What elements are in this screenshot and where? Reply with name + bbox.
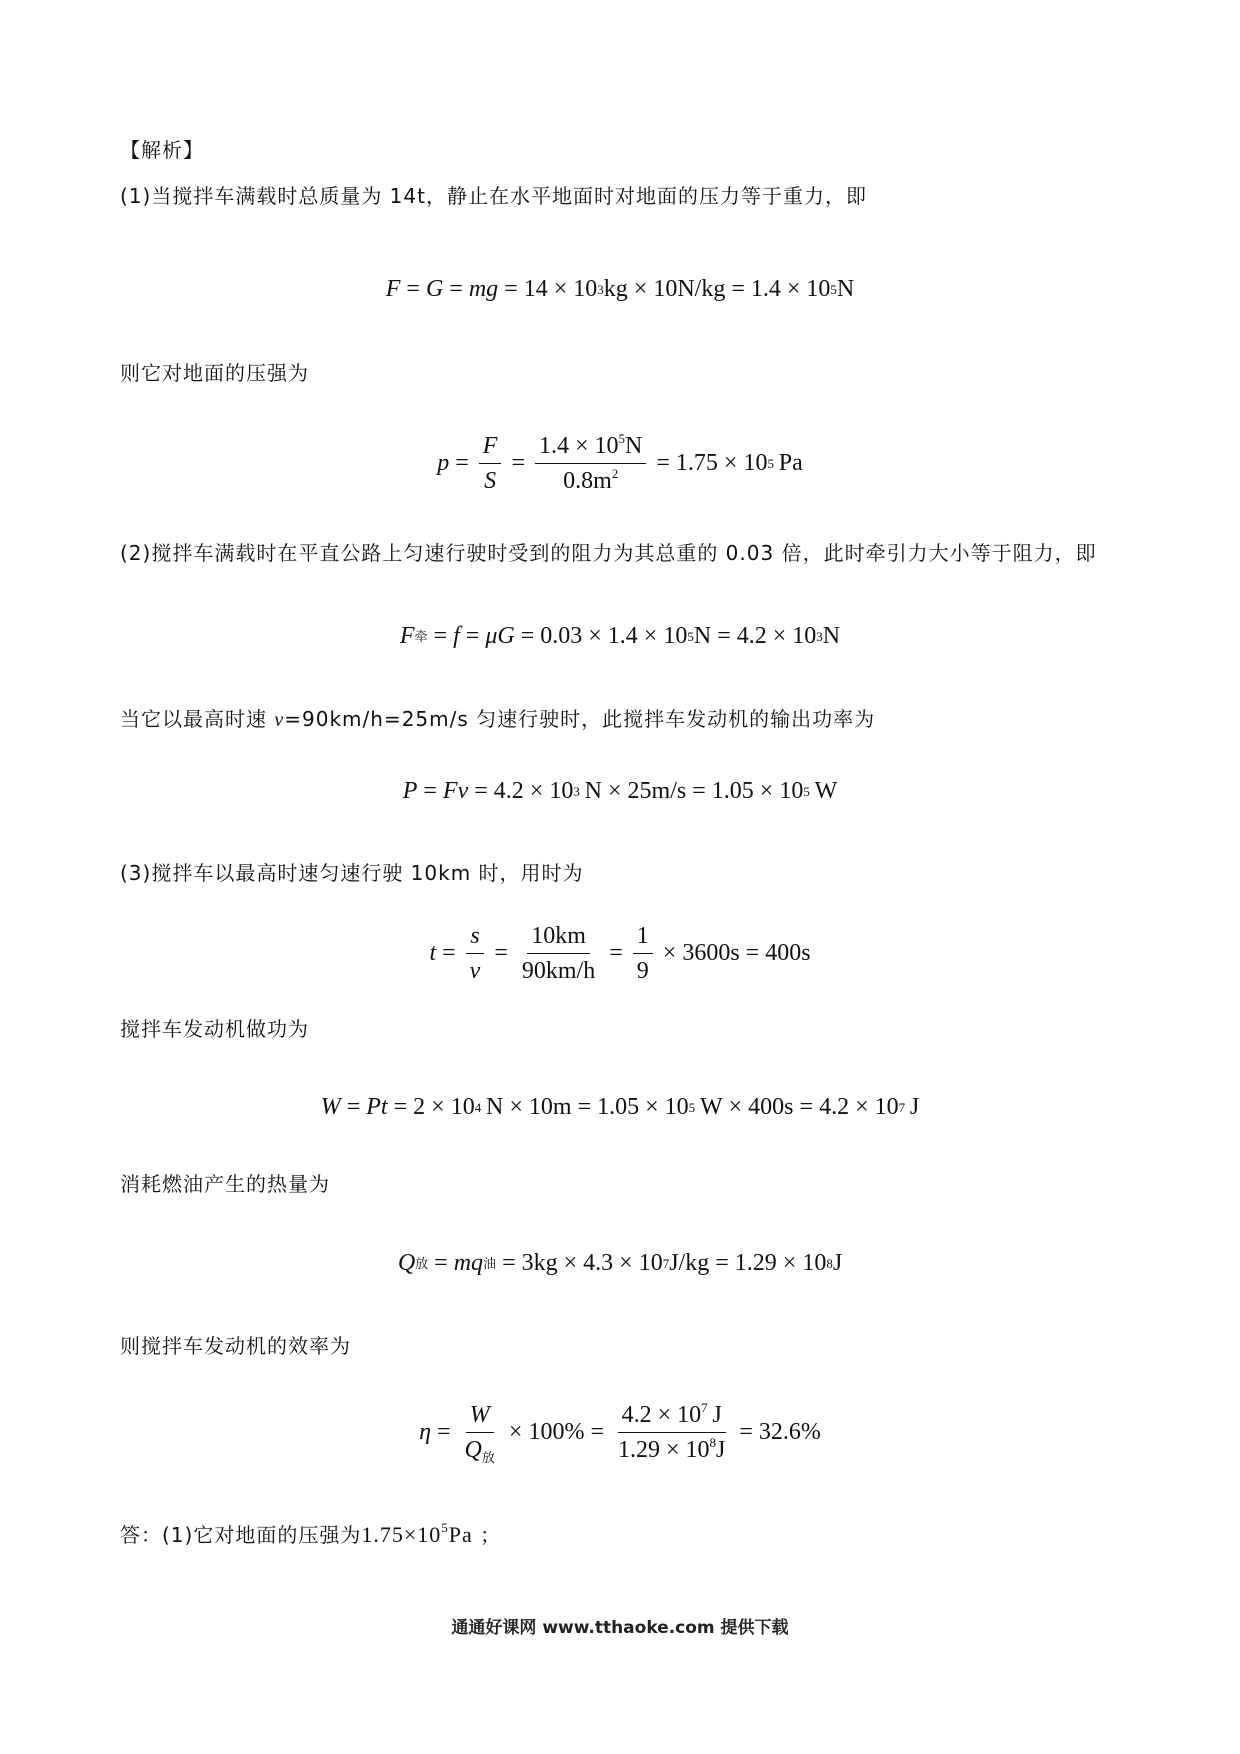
eq2-res: 1.75: [675, 450, 718, 476]
eq2-num-pow: 5: [618, 431, 626, 446]
paragraph-4-b: =90km/h=25m/s 匀速行驶时，此搅拌车发动机的输出功率为: [284, 707, 876, 731]
eq7-bunit: J/kg: [669, 1250, 710, 1276]
eq2-fden: S: [484, 468, 497, 494]
eq7-mq: mq: [453, 1250, 484, 1276]
eq8-num-a: 4.2: [621, 1402, 652, 1428]
eq8-res: 32.6%: [758, 1419, 821, 1445]
equation-pressure: p = $\frac{F}{S}$ = $\frac{1.4 \times 10^5N}{0.8m^2}$ = 1.75 × 10 5 Pa: [437, 431, 803, 494]
equation-work: W = Pt = 2 × 10 4 N × 10m = 1.05 × 10 5 W × 400s = 4.2 × 10 7 J: [320, 1094, 920, 1120]
eq6-aunit: N: [486, 1094, 504, 1120]
eq8-fraction-values: $\frac{4.2 \times 10^7 J}{1.29 \times 10^8J}$: [617, 1400, 726, 1463]
eq6-cunit: W: [699, 1094, 723, 1120]
eq2-lhs: p: [437, 450, 450, 476]
eq8-lhs: η: [419, 1419, 431, 1445]
eq3-resunit: N: [822, 623, 841, 649]
eq5-fraction-values: [518, 923, 599, 984]
eq6-c: 1.05: [597, 1094, 640, 1120]
eq5-num: 10km: [527, 923, 590, 954]
eq5-fraction-sv: [466, 923, 485, 984]
eq1-mg: mg: [468, 276, 499, 302]
eq8-pct: 100%: [528, 1419, 585, 1445]
equation-power: P = Fv = 4.2 × 10 3 N × 25m/s = 1.05 × 10 5 W: [402, 778, 838, 804]
eq5-one: 1: [633, 923, 653, 954]
paragraph-2: 则它对地面的压强为: [120, 361, 309, 385]
eq8-fraction-wq: [461, 1402, 499, 1463]
eq1-lhs: F: [385, 276, 401, 302]
paragraph-5: (3)搅拌车以最高时速匀速行驶 10km 时，用时为: [120, 861, 584, 885]
paragraph-4-a: 当它以最高时速: [120, 707, 275, 731]
eq6-pt: Pt: [366, 1094, 388, 1120]
paragraph-6: 搅拌车发动机做功为: [120, 1017, 309, 1041]
eq2-fraction-fs: [479, 433, 502, 494]
answer-line: 答：(1)它对地面的压强为$1.75\times 10^5Pa$ ；: [120, 1520, 502, 1547]
eq2-resunit: Pa: [778, 450, 803, 476]
equation-time: t = $\frac{s}{v}$ = $\frac{10km}{90km/h}$ = $\frac{1}{9}$ × 3600s = 400s: [429, 923, 811, 984]
eq6-a: 2: [413, 1094, 426, 1120]
eq7-res: 1.29: [734, 1250, 777, 1276]
eq3-b: 1.4: [607, 623, 638, 649]
eq5-res: 400s: [765, 940, 811, 966]
paragraph-8: 则搅拌车发动机的效率为: [120, 1334, 351, 1358]
equation-pressure-force: F = G = mg = 14 × 10 3 kg × 10N/kg = 1.4 × 10 5 N: [385, 276, 855, 302]
eq8-den-pow: 8: [709, 1435, 717, 1450]
eq6-resunit: J: [909, 1094, 920, 1120]
answer-pow: 5: [441, 1520, 449, 1535]
eq1-res: 1.4: [750, 276, 781, 302]
eq8-wnum: W: [466, 1402, 494, 1433]
eq8-wden: Q: [464, 1437, 482, 1463]
answer-suffix: ；: [472, 1523, 502, 1547]
eq4-aunit: N: [584, 778, 602, 804]
answer-prefix: 答：(1)它对地面的压强为: [120, 1523, 362, 1547]
paragraph-1: (1)当搅拌车满载时总质量为 14t，静止在水平地面时对地面的压力等于重力，即: [120, 184, 867, 208]
eq8-den-unit: J: [716, 1437, 726, 1463]
eq6-d: 400s: [748, 1094, 794, 1120]
equation-traction: F 牵 = f = μG = 0.03 × 1.4 × 10 5 N = 4.2 × 10 3 N: [399, 623, 841, 649]
eq3-bunit: N: [693, 623, 712, 649]
eq5-nine: 9: [636, 958, 649, 984]
eq3-f: f: [453, 623, 460, 649]
equation-heat: Q 放 = mq 油 = 3kg × 4.3 × 10 7 J/kg = 1.29 × 10 8 J: [397, 1250, 843, 1276]
eq8-den-a: 1.29: [617, 1437, 660, 1463]
eq6-res: 4.2: [819, 1094, 850, 1120]
eq1-t2: 10N/kg: [653, 276, 726, 302]
eq3-a: 0.03: [540, 623, 583, 649]
eq4-resunit: W: [814, 778, 838, 804]
eq5-lhs: t: [429, 940, 437, 966]
eq5-fraction-ninth: [633, 923, 653, 984]
paragraph-4: [120, 703, 875, 732]
page-footer: 通通好课网 www.tthaoke.com 提供下载: [451, 1618, 789, 1638]
eq2-den-pow: 2: [611, 466, 619, 481]
eq2-num-a: 1.4: [538, 433, 569, 459]
eq8-num-pow: 7: [701, 1400, 708, 1415]
eq5-den: 90km/h: [521, 958, 596, 984]
eq2-fraction-values: $\frac{1.4 \times 10^5N}{0.8m^2}$: [535, 433, 646, 494]
paragraph-3: (2)搅拌车满载时在平直公路上匀速行驶时受到的阻力为其总重的 0.03 倍，此时牵引力大小等于阻力，即: [120, 541, 1097, 565]
eq2-den: 0.8m: [563, 468, 612, 494]
eq1-g: G: [425, 276, 444, 302]
eq6-lhs: W: [320, 1094, 341, 1120]
eq2-fnum: F: [479, 433, 502, 464]
eq5-snum: s: [466, 923, 483, 954]
eq5-b: 3600s: [682, 940, 740, 966]
answer-value: 1.75: [361, 1522, 404, 1547]
eq4-a: 4.2: [493, 778, 524, 804]
paragraph-7: 消耗燃油产生的热量为: [120, 1172, 330, 1196]
eq3-lhs: F: [399, 623, 415, 649]
eq1-resunit: N: [836, 276, 855, 302]
eq7-lhs: Q: [397, 1250, 416, 1276]
eq5-sden: v: [469, 958, 481, 984]
eq7-a: 3kg: [521, 1250, 558, 1276]
eq4-b: 25m/s: [627, 778, 687, 804]
paragraph-4-v: v: [274, 709, 285, 731]
eq4-fv: Fv: [442, 778, 469, 804]
equation-efficiency: η = $\frac{W}{Q_放}$ × 100% = $\frac{4.2 \times 10^7 J}{1.29 \times 10^8J}$ = 32.6%: [419, 1400, 821, 1465]
eq6-b: 10m: [528, 1094, 572, 1120]
eq3-res: 4.2: [736, 623, 767, 649]
eq4-res: 1.05: [711, 778, 754, 804]
eq3-mu: μG: [485, 623, 515, 649]
answer-unit: Pa: [448, 1522, 473, 1547]
eq4-lhs: P: [402, 778, 418, 804]
eq1-t1: 14: [523, 276, 548, 302]
eq8-num-unit: J: [712, 1402, 722, 1428]
eq1-t1unit: kg: [603, 276, 628, 302]
eq7-resunit: J: [832, 1250, 843, 1276]
eq7-b: 4.3: [583, 1250, 614, 1276]
eq8-wden-sub: 放: [481, 1450, 495, 1465]
eq2-num-unit: N: [625, 433, 643, 459]
section-heading: 【解析】: [120, 138, 204, 162]
